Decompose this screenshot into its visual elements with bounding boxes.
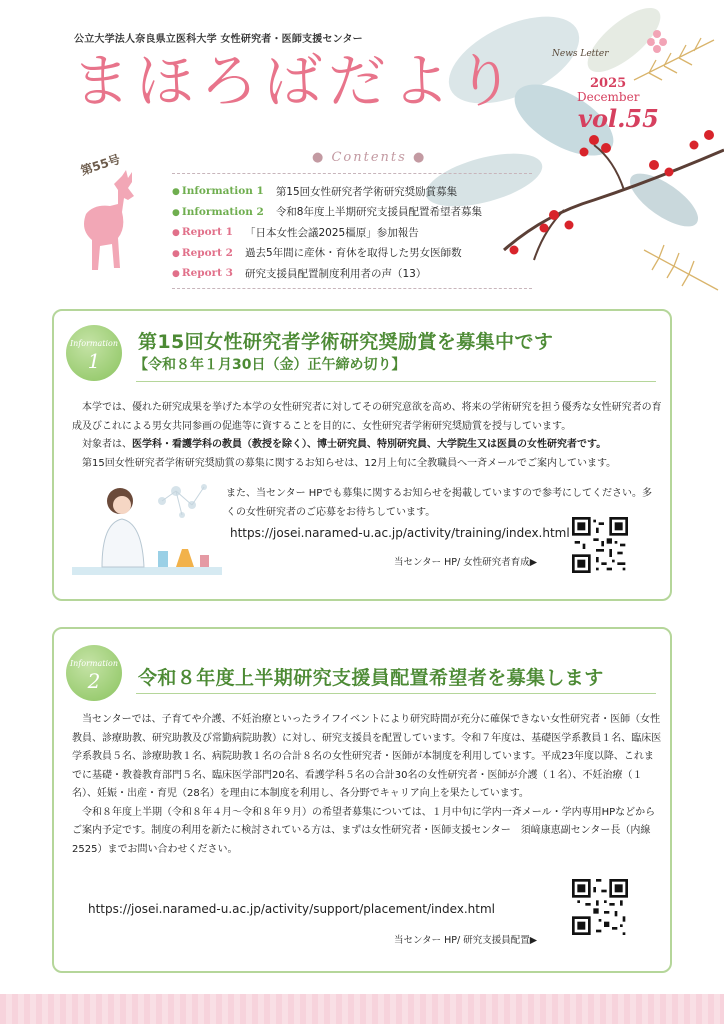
toc-title: 令和8年度上半期研究支援員配置希望者募集 [275, 206, 482, 219]
badge-label: Information [69, 659, 118, 668]
body-paragraph: 本学では、優れた研究成果を挙げた本学の女性研究者に対してその研究意欲を高め、将来の学術研究を担う優秀な女性研究者の育成及びこれによる男女共同参画の促進等に資することを目的に、女性研究者学術研究奨励賞を授与しています。 [72, 402, 662, 432]
training-page-url[interactable]: https://josei.naramed-u.ac.jp/activity/training/index.html [230, 526, 570, 540]
footer-decoration [0, 994, 724, 1024]
newsletter-label: News Letter [552, 49, 609, 59]
placement-page-url[interactable]: https://josei.naramed-u.ac.jp/activity/support/placement/index.html [88, 902, 495, 916]
issue-month: December [577, 90, 640, 104]
toc-item-report-1[interactable] [172, 222, 542, 243]
qr-code-icon[interactable] [572, 879, 628, 935]
body-paragraph: 当センターでは、子育てや介護、不妊治療といったライフイベントにより研究時間が充分に確保できない女性研究者・医師（女性教員、診療助教、研究助教及び常勤病院助教）に対し、研究支援員を配置しています。令和７年度は、基礎医学系教員１名、臨床医学系教員５名、診療助教１名、病院助教１名の合計８名の女性研究者・医師が本制度を利用しています。平成23年度以降、これまでに基礎・教養教育部門５名、臨床医学部門20名、看護学科５名の合計30名の女性研究者・医師が介護（１名）、不妊治療（１名）、妊娠・出産・育児（28名）を理由に本制度を利用し、各分野でキャリア向上を果たしています。 [72, 714, 662, 799]
information-2-title: 令和８年度上半期研究支援員配置希望者を募集します [138, 667, 604, 689]
information-1-body [72, 399, 662, 473]
qr-code-icon[interactable] [572, 517, 628, 573]
organization-name: 公立大学法人奈良県立医科大学 女性研究者・医師支援センター [74, 34, 363, 45]
toc-tag: ● Information 1 [172, 185, 264, 198]
eligibility-highlight: 医学科・看護学科の教員（教授を除く）、博士研究員、特別研究員、大学院生又は医員の女性研究者です。 [132, 439, 607, 450]
information-badge [66, 325, 122, 381]
body-paragraph: また、当センター HPでも募集に関するお知らせを掲載していますので参考にしてください。多くの女性研究者のご応募をお待ちしています。 [226, 488, 653, 518]
toc-item-report-3[interactable] [172, 263, 542, 284]
badge-number: 1 [87, 349, 101, 373]
toc-title: 第15回女性研究者学術研究奨励賞募集 [275, 185, 458, 198]
badge-label: Information [69, 339, 118, 348]
body-paragraph: 対象者は、医学科・看護学科の教員（教授を除く）、博士研究員、特別研究員、大学院生又は医員の女性研究者です。 [82, 439, 607, 450]
contents-bottom-rule [172, 288, 532, 289]
title-rule [136, 693, 656, 694]
body-paragraph: 令和８年度上半期（令和８年４月～令和８年９月）の希望者募集については、１月中旬に学内一斉メール・学内専用HPなどからご案内予定です。制度の利用を新たに検討されている方は、まずは女性研究者・医師支援センター 須﨑康恵副センター長（内線2525）までお問い合わせください。 [72, 806, 656, 855]
toc-tag: ● Report 1 [172, 226, 233, 239]
toc-title: 研究支援員配置制度利用者の声（13） [244, 267, 427, 280]
issue-number: 第55号 [78, 152, 123, 178]
toc-tag: ● Information 2 [172, 205, 264, 218]
toc-item-information-1[interactable] [172, 181, 542, 202]
contents-heading: ● Contents ● [312, 150, 427, 165]
qr-caption: 当センター HP/ 女性研究者育成▶ [394, 557, 538, 568]
contents-top-rule [172, 173, 532, 174]
newsletter-masthead: まほろばだより [72, 47, 521, 115]
deadline-subtitle: 【令和８年１月30日（金）正午締め切り】 [134, 357, 406, 373]
qr-caption: 当センター HP/ 研究支援員配置▶ [394, 935, 538, 946]
table-of-contents [172, 181, 542, 284]
issue-year: 2025 [590, 76, 627, 91]
information-1-card [52, 309, 672, 601]
toc-tag: ● Report 3 [172, 267, 233, 280]
body-paragraph: 第15回女性研究者学術研究奨励賞の募集に関するお知らせは、12月上旬に全教職員へ一斉メールでご案内しています。 [82, 457, 617, 469]
toc-item-report-2[interactable] [172, 243, 542, 264]
toc-title: 過去5年間に産休・育休を取得した男女医師数 [244, 247, 462, 260]
information-1-title: 第15回女性研究者学術研究奨励賞を募集中です [138, 331, 554, 353]
toc-tag: ● Report 2 [172, 246, 233, 259]
deer-illustration [74, 168, 144, 278]
information-2-body [72, 711, 662, 859]
issue-volume: vol.55 [578, 104, 659, 133]
information-2-card [52, 627, 672, 973]
toc-title: 「日本女性会議2025橿原」参加報告 [244, 226, 419, 239]
title-rule [136, 381, 656, 382]
scientist-illustration [72, 471, 222, 583]
badge-number: 2 [87, 669, 101, 693]
information-badge [66, 645, 122, 701]
toc-item-information-2[interactable] [172, 202, 542, 223]
